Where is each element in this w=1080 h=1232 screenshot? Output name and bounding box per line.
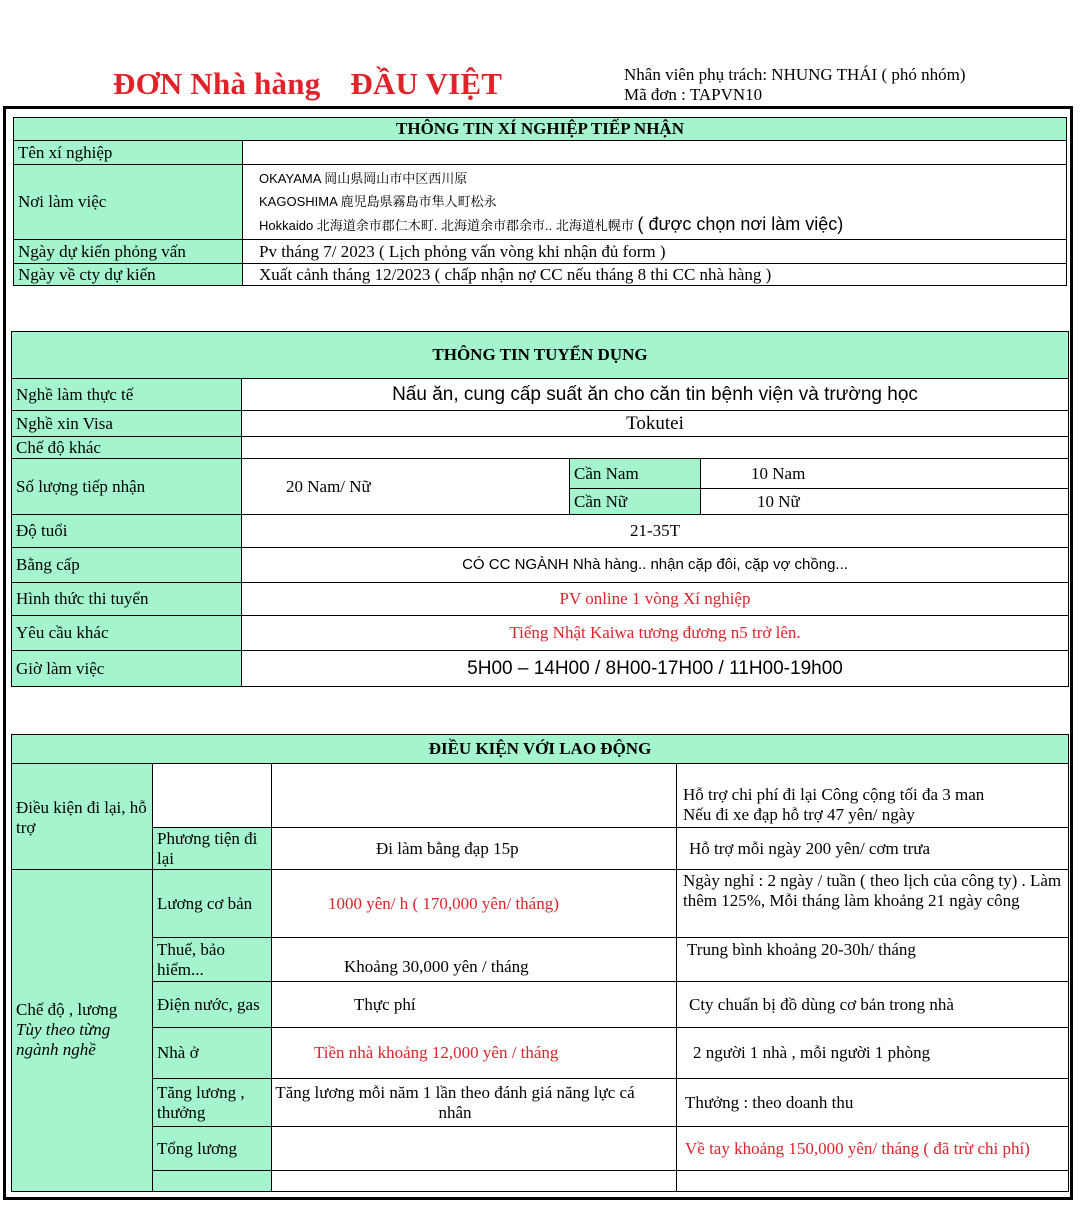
workplace-note: ( được chọn nơi làm việc) [637,214,844,234]
base-salary-value: 1000 yên/ h ( 170,000 yên/ tháng) [272,870,677,938]
working-hours-label: Giờ làm việc [12,651,242,687]
company-info-table [13,117,1067,286]
arrival-date-label: Ngày về cty dự kiến [14,264,243,286]
degree-value: CÓ CC NGÀNH Nhà hàng.. nhận cặp đôi, cặp vợ chồng... [242,548,1069,583]
working-hours-value: 5H00 – 14H00 / 8H00-17H00 / 11H00-19h00 [242,651,1069,687]
workplace-label: Nơi làm việc [14,165,243,240]
staff-line: Nhân viên phụ trách: NHUNG THÁI ( phó nhóm) [624,65,966,84]
document-title [113,66,502,102]
exam-format-label: Hình thức thi tuyển [12,583,242,616]
other-requirement-label: Yêu cầu khác [12,616,242,651]
conditions-filler-label [153,1171,272,1192]
base-salary-extra: Ngày nghỉ : 2 ngày / tuần ( theo lịch của công ty) . Làm thêm 125%, Mỗi tháng làm khoảng 21 ngày công [677,870,1069,938]
company-info-heading: THÔNG TIN XÍ NGHIỆP TIẾP NHẬN [14,118,1067,141]
housing-value: Tiền nhà khoảng 12,000 yên / tháng [272,1028,677,1079]
job-label: Nghề làm thực tế [12,379,242,411]
salary-group-label [12,870,153,1192]
other-regime-label: Chế độ khác [12,437,242,459]
transport-extra: Hỗ trợ mỗi ngày 200 yên/ cơm trưa [677,828,1069,870]
total-salary-extra: Về tay khoảng 150,000 yên/ tháng ( đã trừ chi phí) [677,1127,1069,1171]
order-code-line: Mã đơn : TAPVN10 [624,85,763,104]
salary-group-note: Tùy theo từng ngành nghề [16,1020,111,1059]
visa-label: Nghề xin Visa [12,411,242,437]
company-name-label: Tên xí nghiệp [14,141,243,165]
travel-empty-cell [153,764,272,828]
workplace-line-hokkaido: Hokkaido 北海道余市郡仁木町. 北海道余市郡余市.. 北海道札幌市 ( được chọn nơi làm việc) [259,214,844,234]
title-part1: ĐƠN Nhà hàng [113,66,321,101]
female-needed-value: 10 Nữ [701,489,1069,515]
total-salary-value [272,1127,677,1171]
age-label: Độ tuổi [12,515,242,548]
travel-empty-value [272,764,677,828]
interview-date-label: Ngày dự kiến phỏng vấn [14,240,243,264]
travel-support-value [677,764,1069,828]
company-name-value [243,141,1067,165]
conditions-heading: ĐIỀU KIỆN VỚI LAO ĐỘNG [12,735,1069,764]
workplace-value [243,165,1067,240]
conditions-filler-value [272,1171,677,1192]
transport-label: Phương tiện đi lại [153,828,272,870]
raise-bonus-extra: Thưởng : theo doanh thu [677,1079,1069,1127]
tax-insurance-label: Thuế, bảo hiểm... [153,938,272,982]
workplace-line-okayama: OKAYAMA 岡山県岡山市中区西川原 [259,171,468,186]
housing-extra: 2 người 1 nhà , mỗi người 1 phòng [677,1028,1069,1079]
age-value: 21-35T [242,515,1069,548]
tax-insurance-extra: Trung bình khoảng 20-30h/ tháng [677,938,1069,982]
title-part2: ĐẦU VIỆT [350,66,503,101]
exam-format-value: PV online 1 vòng Xí nghiệp [242,583,1069,616]
tax-insurance-value: Khoảng 30,000 yên / tháng [272,938,677,982]
interview-date-value: Pv tháng 7/ 2023 ( Lịch phỏng vấn vòng khi nhận đủ form ) [243,240,1067,264]
arrival-date-value: Xuất cảnh tháng 12/2023 ( chấp nhận nợ CC nếu tháng 8 thi CC nhà hàng ) [243,264,1067,286]
total-salary-label: Tổng lương [153,1127,272,1171]
recruitment-info-table [11,331,1069,687]
utilities-value: Thực phí [272,982,677,1028]
travel-support-label: Điều kiện đi lại, hỗ trợ [12,764,153,870]
raise-bonus-value: Tăng lương mỗi năm 1 lần theo đánh giá năng lực cá nhân [272,1079,677,1127]
base-salary-label: Lương cơ bản [153,870,272,938]
male-needed-label: Cần Nam [570,459,701,489]
raise-bonus-label: Tăng lương , thưởng [153,1079,272,1127]
utilities-extra: Cty chuẩn bị đồ dùng cơ bản trong nhà [677,982,1069,1028]
conditions-filler-extra [677,1171,1069,1192]
female-needed-label: Cần Nữ [570,489,701,515]
male-needed-value: 10 Nam [701,459,1069,489]
quantity-label: Số lượng tiếp nhận [12,459,242,515]
recruitment-heading: THÔNG TIN TUYỂN DỤNG [12,332,1069,379]
salary-group-title: Chế độ , lương [16,1000,118,1019]
housing-label: Nhà ở [153,1028,272,1079]
transport-value: Đi làm bằng đạp 15p [272,828,677,870]
travel-support-line1: Hỗ trợ chi phí đi lại Công cộng tối đa 3 man [683,785,985,804]
conditions-table [11,734,1069,1192]
workplace-line-kagoshima: KAGOSHIMA 鹿児島県霧島市隼人町松永 [259,194,497,209]
other-requirement-value: Tiếng Nhật Kaiwa tương đương n5 trở lên. [242,616,1069,651]
job-value: Nấu ăn, cung cấp suất ăn cho căn tin bệnh viện và trường học [242,379,1069,411]
visa-value: Tokutei [242,411,1069,437]
utilities-label: Điện nước, gas [153,982,272,1028]
quantity-value: 20 Nam/ Nữ [242,459,570,515]
other-regime-value [242,437,1069,459]
order-meta [624,65,966,105]
degree-label: Bằng cấp [12,548,242,583]
travel-support-line2: Nếu đi xe đạp hỗ trợ 47 yên/ ngày [683,805,915,824]
